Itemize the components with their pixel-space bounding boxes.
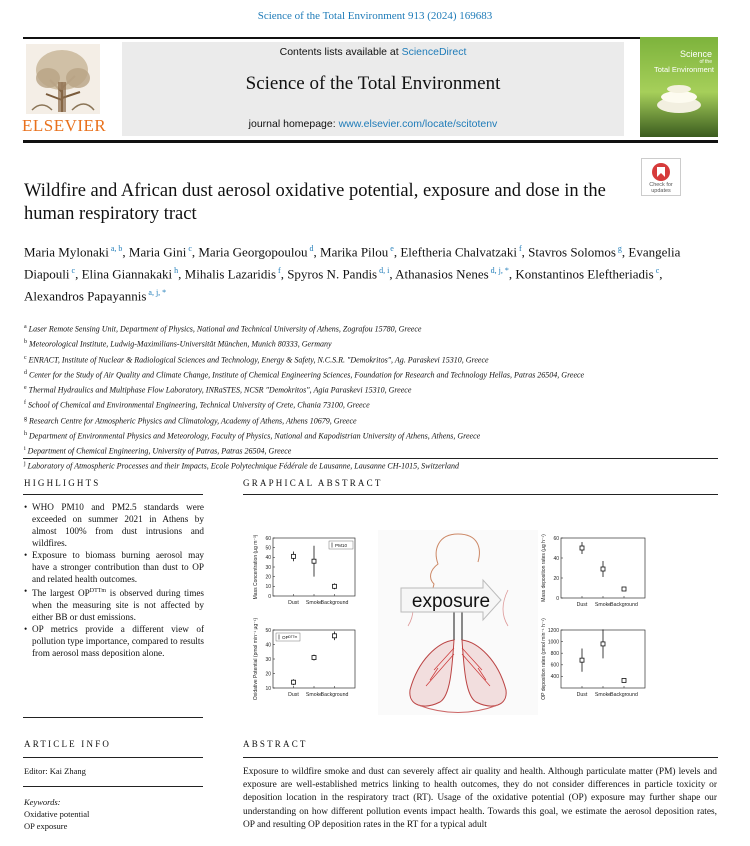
keyword-item[interactable]: Oxidative potential (24, 809, 90, 819)
y-tick-label: 0 (556, 595, 559, 602)
article-info-heading: ARTICLE INFO (24, 739, 112, 749)
respiratory-tract-illustration (378, 530, 538, 715)
journal-title[interactable]: Science of the Total Environment (245, 73, 501, 94)
data-point (580, 546, 584, 550)
graphical-abstract-rule (243, 494, 718, 495)
contents-prefix: Contents lists available at (279, 46, 402, 58)
author-name[interactable]: Stavros Solomos (528, 244, 616, 260)
crossmark-line2: updates (651, 188, 671, 194)
data-point (622, 587, 626, 591)
journal-cover-image[interactable] (640, 37, 718, 137)
y-tick-label: 40 (553, 555, 559, 562)
affiliation-item (24, 397, 724, 412)
paper-title: Wildfire and African dust aerosol oxidative potential, exposure and dose in the human respiratory tract (24, 181, 606, 224)
affiliation-item (24, 336, 724, 351)
x-tick-label: Smoke (594, 602, 612, 608)
publisher-name: ELSEVIER (22, 116, 107, 135)
author-name[interactable]: Maria Mylonaki (24, 244, 109, 260)
contents-available-line (122, 46, 624, 58)
data-point (333, 634, 337, 638)
affiliation-key: c (24, 354, 27, 361)
legend-label: OPᴰᵀᵀᵐ (282, 634, 298, 640)
x-tick-label: Smoke (305, 692, 323, 698)
y-tick-label: 1000 (547, 639, 559, 646)
affiliation-item (24, 443, 724, 458)
homepage-prefix: journal homepage: (248, 118, 339, 130)
author-affiliation-marker[interactable]: c (69, 265, 76, 275)
highlight-item (24, 585, 204, 623)
op-deposition-panel (541, 618, 645, 700)
affiliation-text: Department of Chemical Engineering, University of Patras, Patras 26504, Greece (27, 446, 292, 456)
data-point (601, 567, 605, 571)
y-axis-label: Oxidative Potential (pmol min⁻¹ μg⁻¹) (253, 617, 259, 701)
x-tick-label: Background (320, 692, 349, 698)
affiliation-item (24, 382, 724, 397)
data-point (580, 658, 584, 662)
highlight-item: • WHO PM10 and PM2.5 standards were exceeded on summer 2021 in Athens by almost 100% from dust intrusions and wildfires. (24, 501, 204, 549)
y-tick-label: 1200 (547, 627, 559, 634)
graphical-abstract-heading: GRAPHICAL ABSTRACT (243, 478, 383, 488)
affiliation-text: Laboratory of Atmospheric Processes and their Impacts, Ecole Polytechnique Fédérale de Lausanne, Lausanne CH-1015, Switzerland (27, 461, 459, 471)
author-name[interactable]: Evangelia Diapouli (24, 244, 681, 282)
y-tick-label: 0 (268, 593, 271, 600)
highlights-bottom-rule (23, 717, 203, 718)
abstract-rule (243, 757, 718, 758)
y-tick-label: 20 (553, 575, 559, 582)
affiliation-item (24, 413, 724, 428)
y-tick-label: 50 (265, 545, 271, 552)
abstract-body: Exposure to wildfire smoke and dust can severely affect air quality and health. Although particulate matter (PM) levels and exposure are well-established metrics linking to health outcomes, they do not consider differences in particle toxicity or deposition location in the respiratory tract (RT). Usage of the oxidative potential (OP) exposure may further shape our understanding on how different pollution events impact health. Towards this goal, we estimate the aerosol deposition rates, OP and resulting OP deposition rates in the RT for a typical adult (243, 767, 717, 830)
homepage-link[interactable]: www.elsevier.com/locate/scitotenv (338, 118, 498, 130)
author-name[interactable]: Elina Giannakaki (81, 266, 173, 282)
y-tick-label: 20 (265, 671, 271, 678)
author-name[interactable]: Maria Gini (128, 244, 187, 260)
affiliation-item (24, 458, 724, 473)
data-point (312, 656, 316, 660)
y-tick-label: 40 (265, 642, 271, 649)
highlights-heading: HIGHLIGHTS (24, 478, 101, 488)
journal-homepage-line (122, 118, 624, 130)
pm10-concentration-panel (253, 534, 355, 606)
affiliation-text: Thermal Hydraulics and Multiphase Flow Laboratory, INRaSTES, NCSR "Demokritos", Agia Paraskevi 15310, Greece (28, 385, 412, 395)
affiliation-key: f (24, 400, 26, 407)
affiliation-key: a (24, 324, 27, 330)
affiliation-key: h (24, 430, 27, 437)
author-affiliation-marker[interactable]: g (615, 244, 622, 253)
data-point (292, 680, 296, 684)
check-for-updates-badge[interactable] (641, 158, 681, 196)
affiliation-item (24, 352, 724, 367)
author-affiliation-marker[interactable]: a, j, * (146, 287, 167, 297)
author-affiliation-marker[interactable]: d, j, * (488, 265, 509, 275)
author-affiliation-marker[interactable]: d (307, 244, 314, 253)
y-tick-label: 600 (550, 662, 559, 669)
y-tick-label: 400 (550, 674, 559, 681)
affiliation-key: d (24, 369, 27, 376)
x-tick-label: Smoke (594, 692, 612, 698)
data-point (333, 584, 337, 588)
highlight-item: • Exposure to biomass burning aerosol may have a stronger contribution than dust to OP and related health outcomes. (24, 549, 204, 585)
affiliation-item (24, 367, 724, 382)
sciencedirect-link[interactable]: ScienceDirect (401, 46, 467, 58)
journal-citation[interactable]: Science of the Total Environment 913 (2024) 169683 (257, 10, 493, 22)
elsevier-logo[interactable] (22, 42, 107, 135)
author-affiliation-marker[interactable]: f (516, 244, 522, 253)
author-name[interactable]: Konstantinos Eleftheriadis (515, 266, 654, 282)
crossmark-line1: Check for (649, 182, 673, 188)
affiliation-text: Research Centre for Atmospheric Physics and Climatology, Academy of Athens, Athens 10679, Greece (29, 416, 357, 426)
affiliation-key: b (24, 339, 27, 346)
x-tick-label: Dust (288, 600, 299, 606)
affiliation-list (24, 321, 724, 474)
y-tick-label: 800 (550, 651, 559, 657)
x-tick-label: Background (610, 692, 638, 698)
y-axis-label: OP deposition rates (pmol min⁻¹ h⁻¹) (541, 618, 547, 700)
affiliation-text: ENRACT, Institute of Nuclear & Radiological Sciences and Technology, Energy & Safety, N.C.S.R. "Demokritos", Ag. Paraskevi 15310, Greece (28, 355, 489, 365)
author-affiliation-marker[interactable]: c (186, 244, 192, 253)
y-tick-label: 10 (265, 584, 271, 591)
cover-title-line2: of the (699, 59, 712, 65)
data-point (601, 642, 605, 646)
author-name[interactable]: Athanasios Nenes (395, 266, 489, 282)
author-name[interactable]: Alexandros Papayannis (24, 287, 147, 303)
data-point (292, 554, 296, 558)
x-tick-label: Dust (576, 692, 588, 698)
y-tick-label: 50 (265, 627, 271, 634)
abstract-heading: ABSTRACT (243, 739, 308, 749)
author-name[interactable]: Marika Pilou (320, 244, 389, 260)
affiliation-key: e (24, 385, 27, 391)
affiliation-separator (23, 458, 718, 459)
author-affiliation-marker[interactable]: d, i (377, 265, 390, 275)
x-tick-label: Background (320, 600, 349, 606)
author-affiliation-marker[interactable]: f (276, 265, 281, 275)
graphical-abstract-figure[interactable] (243, 530, 718, 715)
y-tick-label: 60 (265, 535, 271, 542)
affiliation-text: Department of Environmental Physics and Meteorology, Faculty of Physics, National and Kapodistrian University of Athens, Athens, Greece (29, 431, 481, 441)
affiliation-text: School of Chemical and Environmental Engineering, Technical University of Crete, Chania 73100, Greece (28, 400, 370, 410)
y-axis-label: Mass Concentration (μg m⁻³) (253, 534, 259, 600)
highlight-text: The largest OP (32, 588, 90, 599)
author-affiliation-marker[interactable]: c (653, 265, 660, 275)
keyword-item[interactable]: OP exposure (24, 821, 68, 831)
author-affiliation-marker[interactable]: e (388, 244, 394, 253)
affiliation-key: i (24, 446, 26, 452)
x-tick-label: Dust (288, 692, 299, 698)
highlights-list (24, 501, 204, 659)
author-affiliation-marker[interactable]: a, b (108, 244, 123, 253)
x-tick-label: Smoke (305, 600, 323, 606)
header-top-rule (23, 37, 718, 39)
editor-rule (23, 786, 203, 787)
affiliation-text: Center for the Study of Air Quality and Climate Change, Institute of Chemical Engineering Sciences, Foundation for Research and Technology Hellas, Patras 26504, Greece (29, 370, 585, 380)
y-tick-label: 30 (265, 656, 271, 663)
y-tick-label: 60 (553, 535, 559, 542)
highlight-item: • OP metrics provide a different view of pollution type importance, compared to results from aerosol mass deposition alone. (24, 623, 204, 659)
highlight-superscript: DTTm (89, 588, 107, 594)
article-info-rule (23, 757, 203, 758)
y-tick-label: 10 (265, 685, 271, 692)
x-tick-label: Dust (576, 602, 588, 608)
data-point (312, 559, 316, 563)
affiliation-text: Meteorological Institute, Ludwig-Maximilians-Universität München, Munich 80333, Germany (29, 339, 332, 349)
header-bottom-rule (23, 140, 718, 143)
highlight-text: is observed during times when the measuring site is not affected by either BB or dust emissions. (32, 588, 205, 623)
y-tick-label: 30 (265, 564, 271, 571)
oxidative-potential-panel (253, 617, 355, 700)
exposure-label: exposure (411, 591, 491, 612)
data-point (622, 678, 626, 682)
author-list: Maria Mylonaki $^{a, b}$, Maria Gini $^c$, Maria Georgopoulou $^d$, Marika Pilou $^e$, Eleftheria Chalvatzaki $^f$, Stavros Solomos $^g$, Evangelia Diapouli $^c$, Elina Giannakaki $^h$, Mihalis Lazaridis $^f$, Spyros N. Pandis $^{d, i}$, Athanasios Nenes $^{d, j, *}$, Konstantinos Eleftheriadis $^c$, Alexandros Papayannis $^{a, j, *}$ (24, 244, 681, 303)
author-name[interactable]: Mihalis Lazaridis (184, 266, 277, 282)
cover-title-line1: Science (679, 49, 712, 59)
y-axis-label: Mass deposition rates (μg h⁻¹) (541, 534, 547, 602)
x-tick-label: Background (610, 602, 638, 608)
editor-line: Editor: Kai Zhang (24, 766, 86, 776)
affiliation-item (24, 428, 724, 443)
author-name[interactable]: Eleftheria Chalvatzaki (400, 244, 517, 260)
author-name[interactable]: Spyros N. Pandis (287, 266, 378, 282)
y-tick-label: 20 (265, 574, 271, 581)
y-tick-label: 40 (265, 555, 271, 562)
cover-title-line3: Total Environment (653, 65, 714, 74)
mass-deposition-panel (541, 534, 645, 608)
legend-label: PM10 (335, 542, 348, 548)
highlights-rule (23, 494, 203, 495)
affiliation-key: j (24, 461, 26, 468)
affiliation-text: Laser Remote Sensing Unit, Department of Physics, National and Technical University of Athens, Zografou 15780, Greece (28, 324, 422, 334)
keywords-label: Keywords: (24, 797, 61, 807)
author-name[interactable]: Maria Georgopoulou (198, 244, 308, 260)
affiliation-item (24, 321, 724, 336)
author-affiliation-marker[interactable]: h (172, 265, 179, 275)
affiliation-key: g (24, 415, 27, 422)
